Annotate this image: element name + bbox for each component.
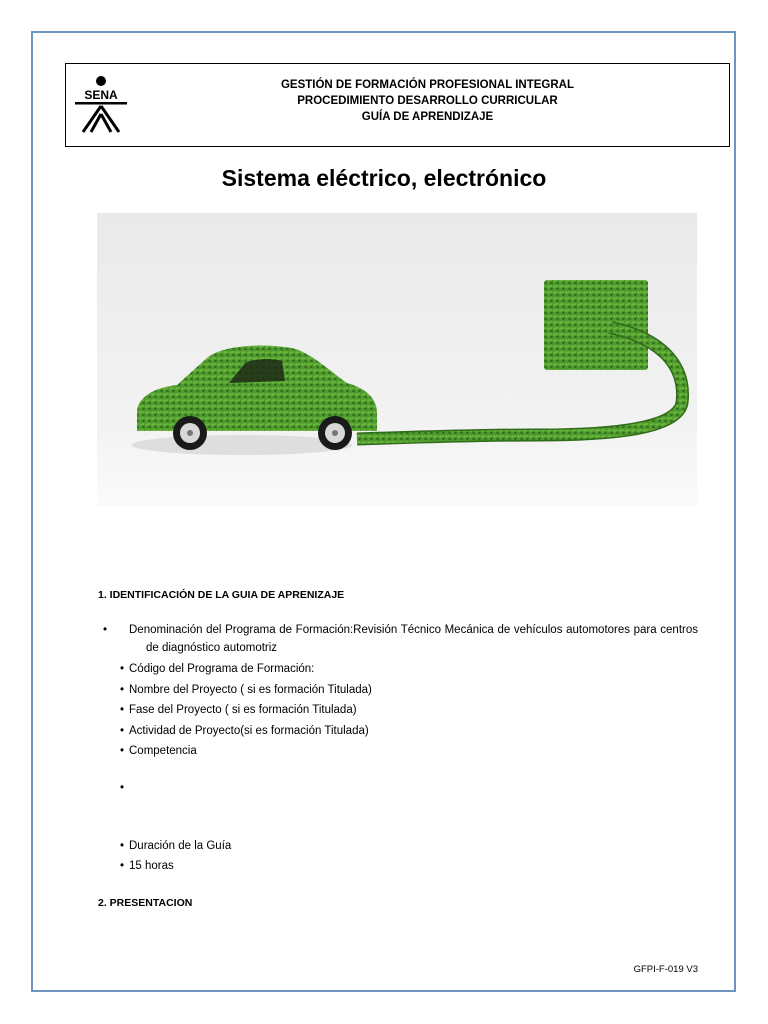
- list-item: • Denominación del Programa de Formación:Revisión Técnico Mecánica de vehículos automotores para centros de diagnóstico automotriz: [120, 621, 698, 657]
- list-item: • Nombre del Proyecto ( si es formación Titulada): [120, 680, 698, 701]
- list-item: • Duración de la Guía: [120, 836, 698, 857]
- list-item-empty: [120, 778, 698, 798]
- list-item: • Código del Programa de Formación:: [120, 659, 698, 680]
- section-1-heading: 1. IDENTIFICACIÓN DE LA GUIA DE APRENIZAJE: [98, 589, 345, 601]
- header-line-1: GESTIÓN DE FORMACIÓN PROFESIONAL INTEGRAL: [280, 79, 575, 91]
- list-item: • 15 horas: [120, 856, 698, 877]
- list-item: • Actividad de Proyecto(si es formación Titulada): [120, 721, 698, 742]
- header-line-3: GUÍA DE APRENDIZAJE: [361, 111, 494, 123]
- sena-logo: [71, 74, 131, 136]
- document-header: [65, 63, 730, 147]
- document-title: Sistema eléctrico, electrónico: [221, 165, 547, 191]
- list-item: • Competencia: [120, 741, 698, 762]
- logo-text: SENA: [84, 88, 118, 102]
- section-2-heading: 2. PRESENTACION: [98, 897, 193, 909]
- form-code: GFPI-F-019 V3: [633, 964, 698, 975]
- header-line-2: PROCEDIMIENTO DESARROLLO CURRICULAR: [297, 95, 558, 107]
- list-item: • Fase del Proyecto ( si es formación Titulada): [120, 700, 698, 721]
- identification-list: [120, 621, 698, 877]
- header-text: [136, 77, 719, 125]
- hero-image-grass-car: [97, 213, 697, 506]
